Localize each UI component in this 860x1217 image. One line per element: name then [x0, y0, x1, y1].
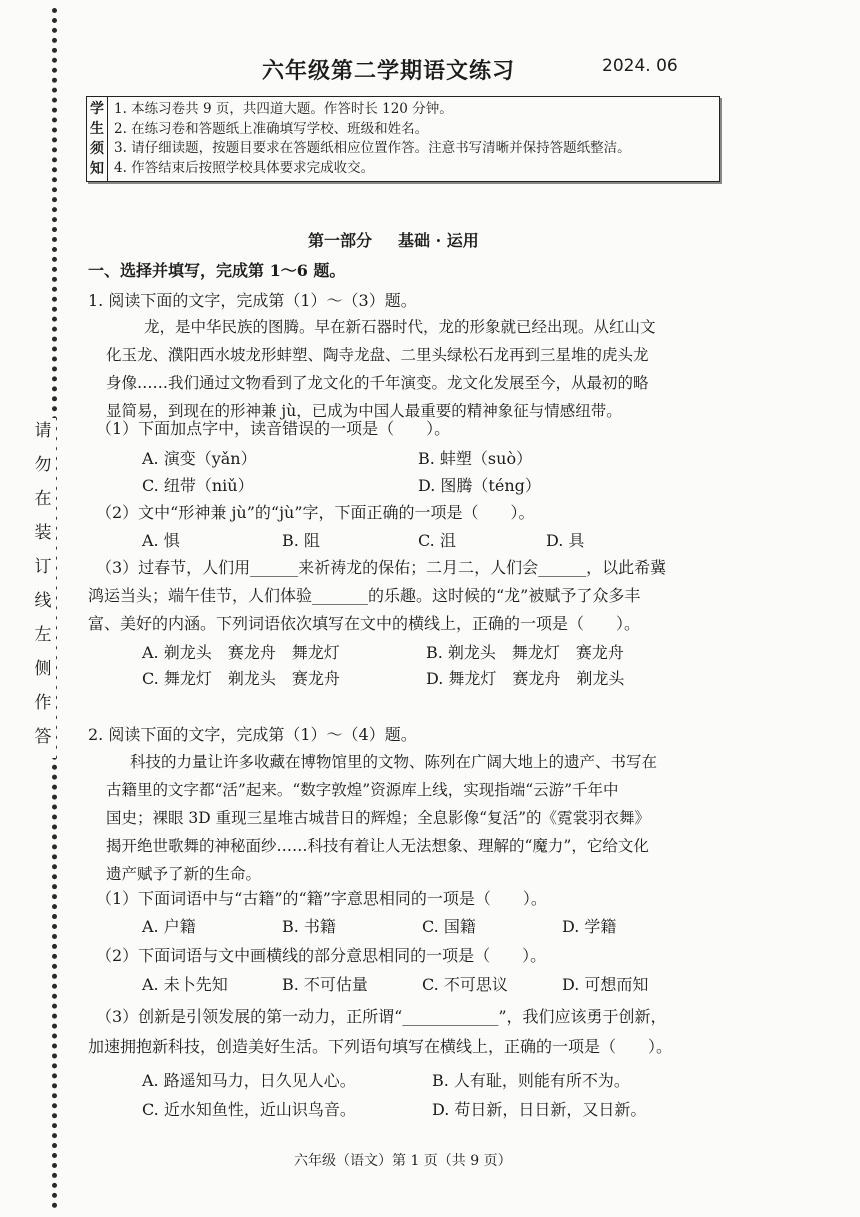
binding-char: 左	[34, 625, 52, 645]
student-notice-box	[86, 96, 720, 182]
stem-line: 鸿运当头；端午佳节，人们体验_______的乐趣。这时候的“龙”被赋予了众多丰	[88, 586, 641, 605]
part-name: 基础 · 运用	[398, 231, 479, 250]
q2-sub1-option-a: A. 户籍	[142, 917, 196, 936]
header	[86, 54, 826, 86]
notice-item: 2. 在练习卷和答题纸上准确填写学校、班级和姓名。	[114, 120, 429, 137]
passage-line: 化玉龙、濮阳西水坡龙形蚌塑、陶寺龙盘、二里头绿松石龙再到三星堆的虎头龙	[106, 346, 649, 364]
binding-char: 在	[34, 489, 52, 509]
q1-sub1-option-d: D. 图腾（téng）	[418, 476, 541, 495]
passage-line: 国史；裸眼 3D 重现三星堆古城昔日的辉煌；全息影像“复活”的《霓裳羽衣舞》	[106, 809, 650, 827]
q2-sub2-stem: （2）下面词语与文中画横线的部分意思相同的一项是（ ）。	[96, 946, 547, 965]
q2-sub2-option-d: D. 可想而知	[562, 975, 649, 994]
q2-sub1-option-d: D. 学籍	[562, 917, 617, 936]
part-heading	[308, 228, 479, 251]
q1-sub1-option-b: B. 蚌塑（suò）	[418, 449, 533, 468]
q2-sub3-option-d: D. 苟日新，日日新，又日新。	[432, 1100, 647, 1119]
binding-char: 答	[34, 727, 52, 747]
binding-char: 请	[34, 421, 52, 441]
stem-line: 富、美好的内涵。下列词语依次填写在文中的横线上，正确的一项是（ ）。	[88, 614, 641, 633]
binding-char: 侧	[34, 659, 52, 679]
q1-sub1-stem: （1）下面加点字中，读音错误的一项是（ ）。	[96, 419, 451, 438]
q1-sub2-option-d: D. 具	[546, 531, 585, 550]
notice-label-char: 生	[90, 121, 104, 137]
q1-sub3-option-c: C. 舞龙灯 剃龙头 赛龙舟	[142, 669, 340, 688]
notice-label-char: 须	[90, 141, 104, 157]
notice-items	[108, 97, 719, 181]
passage-line: 古籍里的文字都“活”起来。“数字敦煌”资源库上线，实现指端“云游”千年中	[106, 781, 619, 799]
passage-line: 龙，是中华民族的图腾。早在新石器时代，龙的形象就已经出现。从红山文	[144, 318, 656, 336]
q2-sub3-option-a: A. 路遥知马力，日久见人心。	[142, 1071, 356, 1090]
q2-sub1-stem: （1）下面词语中与“古籍”的“籍”字意思相同的一项是（ ）。	[96, 889, 547, 908]
binding-char: 线	[34, 591, 52, 611]
passage-line: 揭开绝世歌舞的神秘面纱……科技有着让人无法想象、理解的“魔力”，它给文化	[106, 837, 649, 855]
notice-label-char: 学	[90, 101, 104, 117]
notice-label	[87, 97, 108, 181]
page-footer: 六年级（语文）第 1 页（共 9 页）	[294, 1153, 512, 1169]
q2-sub2-option-c: C. 不可思议	[422, 975, 508, 994]
notice-item: 4. 作答结束后按照学校具体要求完成收交。	[114, 159, 375, 176]
q1-sub3-option-d: D. 舞龙灯 赛龙舟 剃龙头	[426, 669, 625, 688]
q2-sub3-stem	[88, 1002, 673, 1062]
q1-sub2-option-a: A. 惧	[142, 531, 180, 550]
q2-sub2-option-a: A. 未卜先知	[142, 975, 228, 994]
passage-line: 显简易，到现在的形神兼 jù，已成为中国人最重要的精神象征与情感纽带。	[106, 402, 622, 420]
binding-char: 勿	[34, 455, 52, 475]
q1-sub2-option-b: B. 阻	[282, 531, 320, 550]
part-label: 第一部分	[308, 231, 373, 250]
stem-line: 加速拥抱新科技，创造美好生活。下列语句填写在横线上，正确的一项是（ ）。	[88, 1037, 673, 1056]
page-title: 六年级第二学期语文练习	[262, 58, 516, 84]
question-2-intro: 2. 阅读下面的文字，完成第（1）～（4）题。	[88, 725, 417, 744]
q1-sub1-option-c: C. 纽带（niǔ）	[142, 476, 254, 495]
q1-sub3-option-b: B. 剃龙头 舞龙灯 赛龙舟	[426, 643, 624, 662]
q2-sub3-option-c: C. 近水知鱼性，近山识鸟音。	[142, 1100, 356, 1119]
passage-line: 科技的力量让许多收藏在博物馆里的文物、陈列在广阔大地上的遗产、书写在	[130, 753, 658, 771]
binding-char: 作	[34, 693, 52, 713]
question-1-passage	[106, 313, 746, 425]
binding-char: 订	[34, 557, 52, 577]
q2-sub1-option-c: C. 国籍	[422, 917, 476, 936]
question-2-passage	[106, 748, 746, 888]
section-heading: 一、选择并填写，完成第 1～6 题。	[88, 261, 346, 280]
q2-sub3-option-b: B. 人有耻，则能有所不为。	[432, 1071, 630, 1090]
passage-line: 遗产赋予了新的生命。	[106, 865, 262, 883]
binding-char: 装	[34, 523, 52, 543]
q2-sub2-option-b: B. 不可估量	[282, 975, 368, 994]
stem-line: （3）过春节，人们用______来祈祷龙的保佑；二月二，人们会______，以此希冀	[96, 558, 667, 577]
q1-sub3-stem	[88, 554, 667, 638]
exam-date: 2024. 06	[602, 56, 678, 76]
binding-warning	[30, 418, 56, 758]
q1-sub2-option-c: C. 沮	[418, 531, 456, 550]
notice-label-char: 知	[90, 161, 104, 177]
notice-item: 1. 本练习卷共 9 页，共四道大题。作答时长 120 分钟。	[114, 101, 453, 117]
q2-sub1-option-b: B. 书籍	[282, 917, 336, 936]
notice-item: 3. 请仔细读题，按题目要求在答题纸相应位置作答。注意书写清晰并保持答题纸整洁。	[114, 140, 631, 157]
stem-line: （3）创新是引领发展的第一动力，正所谓“____________”，我们应该勇于创新，	[96, 1007, 667, 1026]
question-1-intro: 1. 阅读下面的文字，完成第（1）～（3）题。	[88, 291, 417, 310]
q1-sub3-option-a: A. 剃龙头 赛龙舟 舞龙灯	[142, 643, 340, 662]
passage-line: 身像……我们通过文物看到了龙文化的千年演变。龙文化发展至今，从最初的略	[106, 374, 649, 392]
q1-sub2-stem: （2）文中“形神兼 jù”的“jù”字，下面正确的一项是（ ）。	[96, 503, 535, 522]
q1-sub1-option-a: A. 演变（yǎn）	[142, 449, 257, 468]
